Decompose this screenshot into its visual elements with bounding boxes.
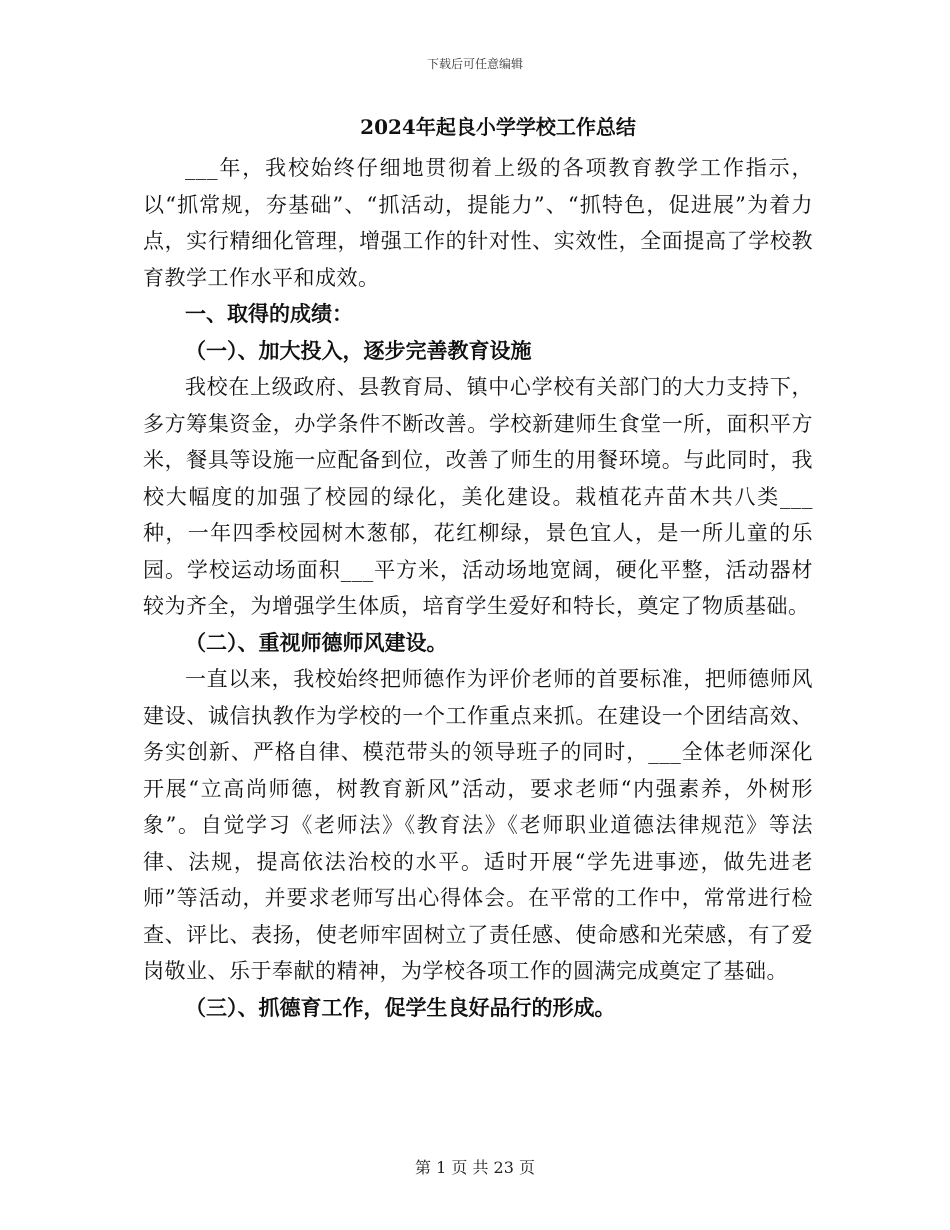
subsection-heading-ethics: （二）、重视师德师风建设。 bbox=[185, 629, 448, 655]
page-number: 第 1 页 共 23 页 bbox=[415, 1158, 535, 1177]
intro-paragraph: ___年，我校始终仔细地贯彻着上级的各项教育教学工作指示，以“抓常规，夯基础”、“抓活动，提能力”、“抓特色，促进展”为着力点，实行精细化管理，增强工作的针对性、实效性，全面提高了学校教育教学工作水平和成效。 bbox=[143, 156, 813, 290]
header-note: 下载后可任意编辑 bbox=[426, 57, 523, 71]
paragraph-facilities: 我校在上级政府、县教育局、镇中心学校有关部门的大力支持下，多方筹集资金，办学条件不断改善。学校新建师生食堂一所，面积平方米，餐具等设施一应配备到位，改善了师生的用餐环境。与此同时，我校大幅度的加强了校园的绿化，美化建设。栽植花卉苗木共八类___种，一年四季校园树木葱郁，花红柳绿，景色宜人，是一所儿童的乐园。学校运动场面积___平方米，活动场地宽阔，硬化平整，活动器材较为齐全，为增强学生体质，培育学生爱好和特长，奠定了物质基础。 bbox=[143, 375, 813, 618]
subsection-heading-moral-education: （三）、抓德育工作，促学生良好品行的形成。 bbox=[185, 994, 616, 1020]
section-heading-achievements: 一、取得的成绩： bbox=[185, 301, 353, 326]
document-body bbox=[143, 110, 813, 1026]
paragraph-teacher-ethics: 一直以来，我校始终把师德作为评价老师的首要标准，把师德师风建设、诚信执教作为学校的一个工作重点来抓。在建设一个团结高效、务实创新、严格自律、模范带头的领导班子的同时，___全体老师深化开展“立高尚师德，树教育新风”活动，要求老师“内强素养，外树形象”。自觉学习《老师法》《教育法》《老师职业道德法律规范》等法律、法规，提高依法治校的水平。适时开展“学先进事迹，做先进老师”等活动，并要求老师写出心得体会。在平常的工作中，常常进行检查、评比、表扬，使老师牢固树立了责任感、使命感和光荣感，有了爱岗敬业、乐于奉献的精神，为学校各项工作的圆满完成奠定了基础。 bbox=[143, 667, 813, 983]
document-title: 2024年起良小学学校工作总结 bbox=[360, 115, 636, 139]
subsection-heading-investment: （一）、加大投入，逐步完善教育设施 bbox=[185, 337, 532, 363]
